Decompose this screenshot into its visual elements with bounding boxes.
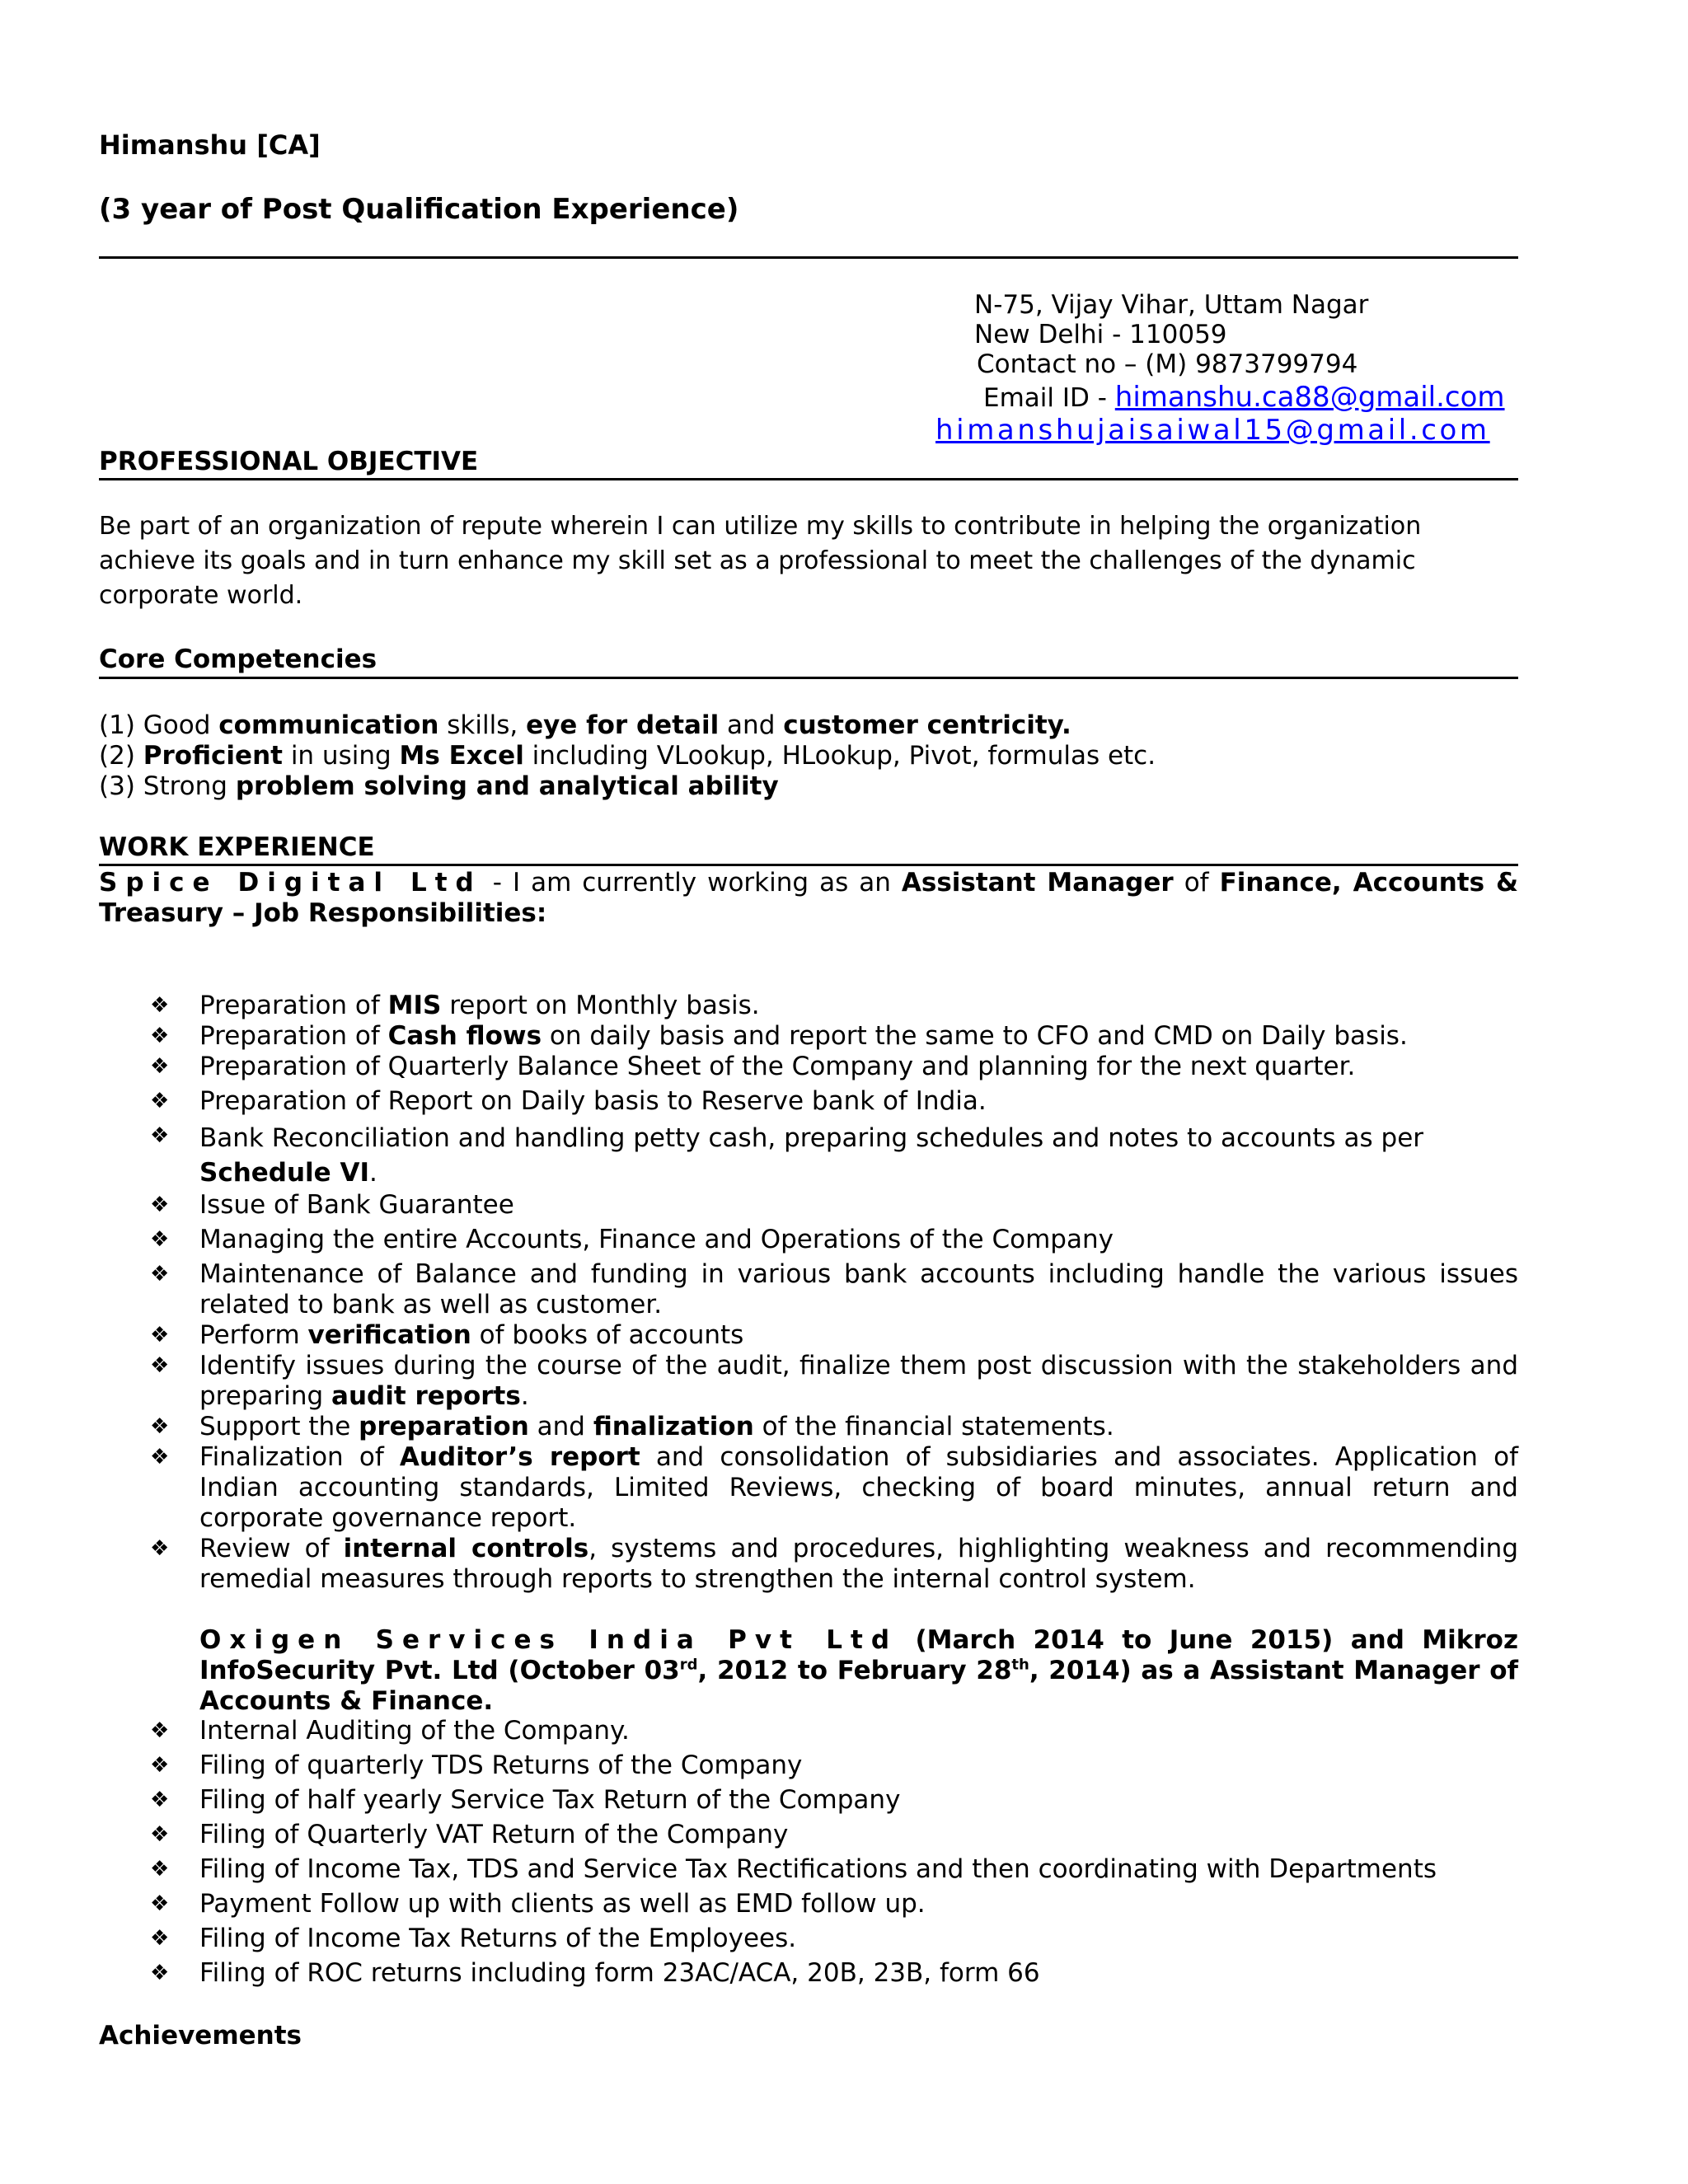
diamond-bullet-icon: ❖ [150, 1753, 170, 1778]
competency-item: (2) Proficient in using Ms Excel including VLookup, HLookup, Pivot, formulas etc. [99, 741, 1156, 771]
objective-text: Be part of an organization of repute wherein I can utilize my skills to contribute in helping the organization achieve its goals and in turn enhance my skill set as a professional to meet the challenges of the dynamic corporate world. [99, 512, 1422, 610]
diamond-bullet-icon: ❖ [150, 993, 170, 1018]
email-row [983, 381, 1505, 414]
work-heading: WORK EXPERIENCE [99, 832, 375, 862]
email-link-primary[interactable]: himanshu.ca88@gmail.com [1114, 381, 1505, 414]
job2-heading: Oxigen Services India Pvt Ltd (March 2014 to June 2015) and Mikroz InfoSecurity Pvt. Ltd (October 03rd, 2012 to February 28th, 2014) as a Assistant Manager of Accounts & Finance. [199, 1625, 1519, 1716]
duty-item: Payment Follow up with clients as well as EMD follow up. [199, 1889, 926, 1919]
responsibility-item: Managing the entire Accounts, Finance and Operations of the Company [199, 1225, 1114, 1254]
objective-heading: PROFESSIONAL OBJECTIVE [99, 447, 479, 476]
job1-subheading: Treasury – Job Responsibilities: [99, 898, 547, 928]
responsibility-item: Perform verification of books of accounts [199, 1320, 744, 1350]
diamond-bullet-icon: ❖ [150, 1961, 170, 1985]
job1-intro: Spice Digital Ltd - I am currently working as an Assistant Manager of Finance, Accounts & [99, 868, 1519, 898]
diamond-bullet-icon: ❖ [150, 1054, 170, 1079]
duty-item: Filing of Quarterly VAT Return of the Company [199, 1820, 789, 1849]
diamond-bullet-icon: ❖ [150, 1227, 170, 1252]
responsibility-item: Preparation of Quarterly Balance Sheet of the Company and planning for the next quarter. [199, 1052, 1356, 1081]
diamond-bullet-icon: ❖ [150, 1089, 170, 1113]
email-link-secondary[interactable]: himanshujaisaiwal15@gmail.com [935, 414, 1490, 447]
job1-company: Spice Digital Ltd [99, 868, 482, 898]
diamond-bullet-icon: ❖ [150, 1123, 170, 1148]
diamond-bullet-icon: ❖ [150, 1718, 170, 1743]
responsibility-item: Finalization of Auditor’s report and consolidation of subsidiaries and associates. Application of Indian accounting standards, Limited Reviews, checking of board minutes, annual return and corporate governance report. [199, 1442, 1518, 1533]
responsibility-item: Preparation of MIS report on Monthly basis. [199, 991, 760, 1020]
responsibility-item: Preparation of Cash flows on daily basis and report the same to CFO and CMD on Daily basis. [199, 1021, 1408, 1051]
diamond-bullet-icon: ❖ [150, 1857, 170, 1882]
experience-summary: (3 year of Post Qualification Experience) [99, 193, 739, 226]
address-line-2: New Delhi - 110059 [974, 320, 1227, 349]
duty-item: Filing of Income Tax Returns of the Employees. [199, 1924, 797, 1953]
diamond-bullet-icon: ❖ [150, 1193, 170, 1217]
duty-item: Filing of half yearly Service Tax Return of the Company [199, 1785, 901, 1815]
diamond-bullet-icon: ❖ [150, 1788, 170, 1812]
responsibility-item: Maintenance of Balance and funding in various bank accounts including handle the various issues related to bank as well as customer. [199, 1259, 1518, 1319]
diamond-bullet-icon: ❖ [150, 1891, 170, 1916]
diamond-bullet-icon: ❖ [150, 1353, 170, 1378]
duty-item: Filing of Income Tax, TDS and Service Tax Rectifications and then coordinating with Departments [199, 1854, 1437, 1884]
objective-divider [99, 478, 1518, 480]
responsibility-item: Review of internal controls, systems and procedures, highlighting weakness and recommending remedial measures through reports to strengthen the internal control system. [199, 1534, 1518, 1594]
work-divider [99, 864, 1518, 866]
duty-item: Filing of ROC returns including form 23AC/ACA, 20B, 23B, form 66 [199, 1958, 1040, 1988]
diamond-bullet-icon: ❖ [150, 1536, 170, 1561]
competency-item: (3) Strong problem solving and analytical ability [99, 771, 779, 801]
responsibility-item: Bank Reconciliation and handling petty cash, preparing schedules and notes to accounts as per Schedule VI. [199, 1123, 1424, 1188]
job2-company: Oxigen Services India Pvt Ltd [199, 1625, 898, 1655]
candidate-name: Himanshu [CA] [99, 129, 321, 161]
competency-item: (1) Good communication skills, eye for detail and customer centricity. [99, 710, 1071, 740]
address-line-1: N-75, Vijay Vihar, Uttam Nagar [974, 290, 1369, 320]
diamond-bullet-icon: ❖ [150, 1414, 170, 1439]
responsibility-item: Issue of Bank Guarantee [199, 1190, 514, 1220]
responsibility-item: Preparation of Report on Daily basis to Reserve bank of India. [199, 1086, 987, 1116]
diamond-bullet-icon: ❖ [150, 1926, 170, 1951]
duty-item: Internal Auditing of the Company. [199, 1716, 630, 1746]
diamond-bullet-icon: ❖ [150, 1445, 170, 1469]
email-label: Email ID - [983, 383, 1115, 413]
email-secondary-row [935, 414, 1490, 447]
diamond-bullet-icon: ❖ [150, 1262, 170, 1286]
header-divider [99, 256, 1518, 259]
competencies-divider [99, 677, 1518, 679]
diamond-bullet-icon: ❖ [150, 1323, 170, 1347]
responsibility-item: Support the preparation and finalization of the financial statements. [199, 1412, 1114, 1441]
achievements-heading: Achievements [99, 2021, 302, 2050]
diamond-bullet-icon: ❖ [150, 1024, 170, 1048]
competencies-heading: Core Competencies [99, 644, 377, 674]
phone-number: Contact no – (M) 9873799794 [977, 349, 1358, 379]
responsibility-item: Identify issues during the course of the audit, finalize them post discussion with the stakeholders and preparing audit reports. [199, 1351, 1518, 1411]
duty-item: Filing of quarterly TDS Returns of the Company [199, 1750, 803, 1780]
diamond-bullet-icon: ❖ [150, 1822, 170, 1847]
